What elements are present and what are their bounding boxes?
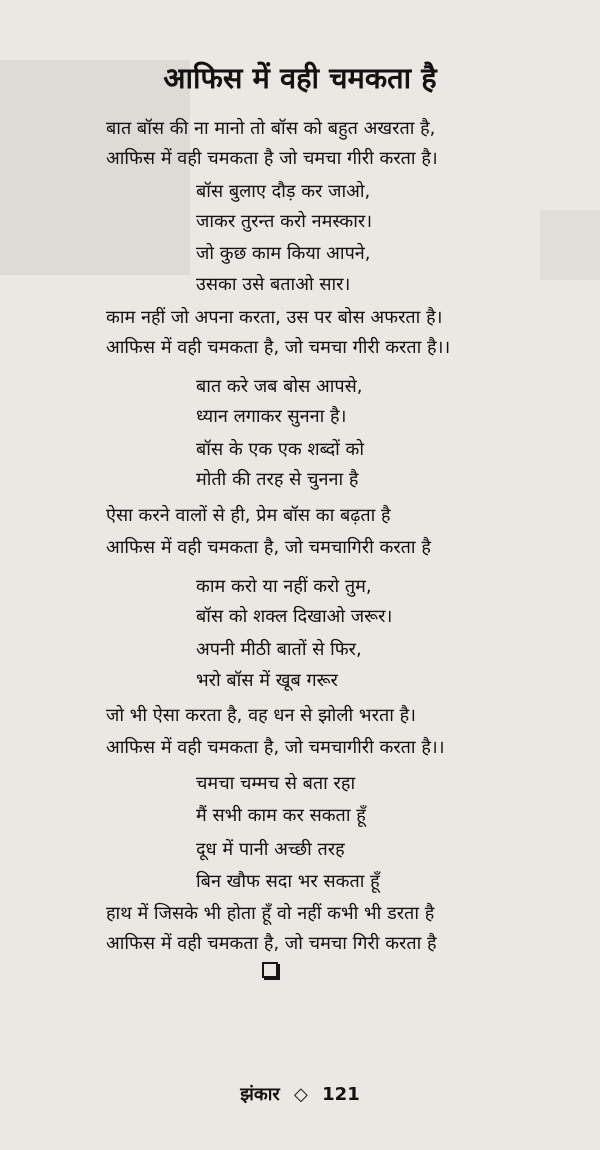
poem-line: बॉस के एक एक शब्दों को	[196, 439, 365, 460]
poem-line: काम करो या नहीं करो तुम,	[196, 576, 372, 597]
book-title: झंकार	[240, 1084, 280, 1105]
poem-title: आफिस में वही चमकता है	[163, 61, 437, 95]
poem-line: आफिस में वही चमकता है, जो चमचा गिरी करता है	[106, 933, 437, 954]
page-number: 121	[322, 1084, 360, 1105]
poem-line: जो भी ऐसा करता है, वह धन से झोली भरता है।	[106, 705, 416, 726]
poem-line: जो कुछ काम किया आपने,	[196, 243, 371, 264]
diamond-outline-icon: ◇	[294, 1084, 308, 1105]
poem-line: मोती की तरह से चुनना है	[196, 469, 359, 490]
poem-line: अपनी मीठी बातों से फिर,	[196, 639, 362, 660]
poem-line: ध्यान लगाकर सुनना है।	[196, 406, 347, 427]
poem-line: चमचा चम्मच से बता रहा	[196, 773, 356, 794]
square-end-mark-icon	[262, 962, 278, 978]
poem-line: बात करे जब बोस आपसे,	[196, 376, 363, 397]
poem-line: बिन खौफ सदा भर सकता हूँ	[196, 871, 380, 892]
poem-line: बॉस बुलाए दौड़ कर जाओ,	[196, 181, 371, 202]
poem-line: हाथ में जिसके भी होता हूँ वो नहीं कभी भी डरता है	[106, 903, 435, 924]
poem-line: आफिस में वही चमकता है, जो चमचा गीरी करता है।।	[106, 337, 451, 358]
poem-line: उसका उसे बताओ सार।	[196, 274, 351, 295]
page-footer	[0, 1082, 600, 1106]
poem-line: काम नहीं जो अपना करता, उस पर बोस अफरता है।	[106, 307, 443, 328]
poem-line: आफिस में वही चमकता है, जो चमचागीरी करता है।।	[106, 737, 445, 758]
poem-line: बात बॉस की ना मानो तो बॉस को बहुत अखरता है,	[106, 118, 436, 139]
poem-line: जाकर तुरन्त करो नमस्कार।	[196, 211, 373, 232]
poem-line: दूध में पानी अच्छी तरह	[196, 839, 345, 860]
poem-line: ऐसा करने वालों से ही, प्रेम बॉस का बढ़ता है	[106, 505, 391, 526]
poem-line: बॉस को शक्ल दिखाओ जरूर।	[196, 606, 393, 627]
poem-line: आफिस में वही चमकता है जो चमचा गीरी करता है।	[106, 148, 438, 169]
poem-line: भरो बॉस में खूब गरूर	[196, 670, 338, 691]
bleed-through-band	[540, 210, 600, 280]
poem-line: आफिस में वही चमकता है, जो चमचागिरी करता है	[106, 537, 431, 558]
poem-line: मैं सभी काम कर सकता हूँ	[196, 805, 366, 826]
